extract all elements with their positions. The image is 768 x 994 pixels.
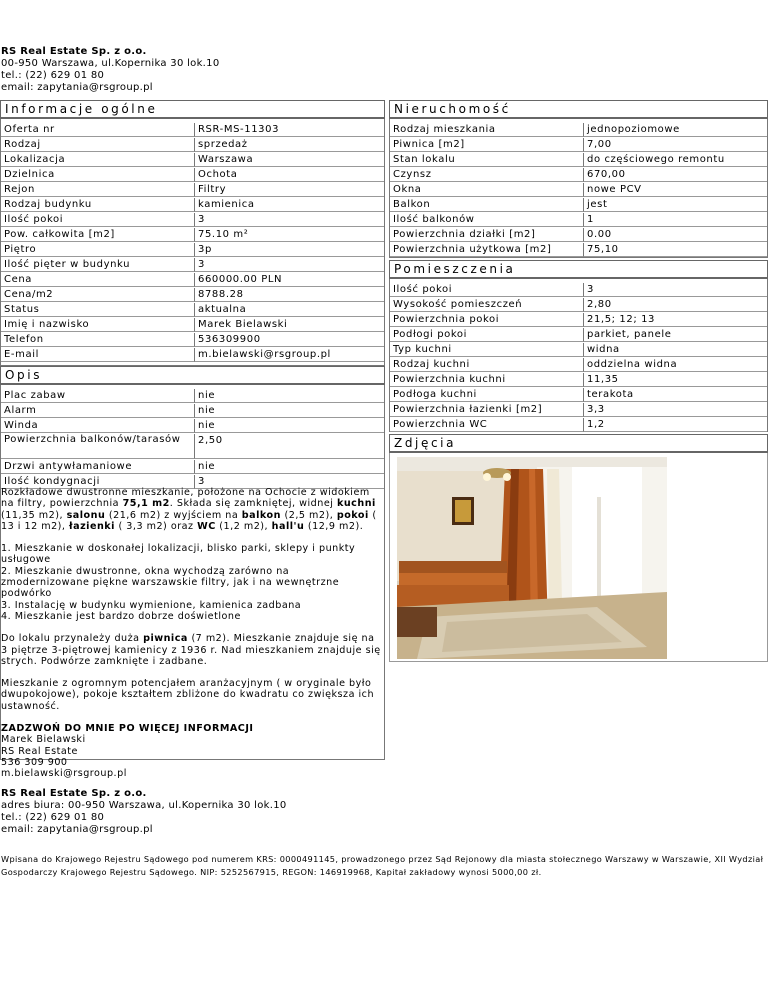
desc-list: 1. Mieszkanie w doskonałej lokalizacji, blisko parki, sklepy i punkty usługowe 2. Mieszkanie dwustronne, okna wychodzą zarówno na zmodernizowane piękne warszawskie filtry, jak i na wewnętrzne podwórko 3. Instalację w budynku wymienione, kamienica zadbana 4. Mieszkanie jest bardzo dobrze doświetlone bbox=[1, 543, 356, 622]
row-value: aktualna bbox=[194, 303, 384, 317]
row-value: Ochota bbox=[194, 168, 384, 182]
row-value: do częściowego remontu bbox=[583, 153, 767, 167]
table-row bbox=[1, 318, 384, 332]
row-label: Stan lokalu bbox=[390, 153, 583, 167]
footer-company-name: RS Real Estate Sp. z o.o. bbox=[1, 788, 147, 799]
table-row bbox=[1, 419, 384, 433]
row-value: 536309900 bbox=[194, 333, 384, 347]
opis-title: Opis bbox=[0, 366, 385, 385]
table-row bbox=[1, 243, 384, 257]
row-value: 8788.28 bbox=[194, 288, 384, 302]
row-label: Piętro bbox=[1, 243, 194, 257]
desc-paragraph-1: Rozkładowe dwustronne mieszkanie, położone na Ochocie z widokiem na filtry, powierzchnia 75,1 m2. Składa się zamkniętej, widnej kuchni (11,35 m2), salonu (21,6 m2) z wyjściem na balkon (2,5 m2), pokoi ( 13 i 12 m2), łazienki ( 3,3 m2) oraz WC (1,2 m2), hall'u (12,9 m2). bbox=[1, 487, 377, 532]
row-value: jest bbox=[583, 198, 767, 212]
row-value: 75.10 m² bbox=[194, 228, 384, 242]
row-label: Drzwi antywłamaniowe bbox=[1, 460, 194, 474]
row-label: Balkon bbox=[390, 198, 583, 212]
row-label: Powierzchnia użytkowa [m2] bbox=[390, 243, 583, 257]
row-value: 3 bbox=[194, 475, 384, 489]
row-label: Typ kuchni bbox=[390, 343, 583, 357]
row-label: Ilość pokoi bbox=[390, 283, 583, 297]
table-row bbox=[390, 373, 767, 387]
row-label: Czynsz bbox=[390, 168, 583, 182]
table-row bbox=[390, 243, 767, 257]
row-value: nie bbox=[194, 404, 384, 418]
table-row bbox=[390, 403, 767, 417]
table-row bbox=[1, 303, 384, 317]
row-label: Powierzchnia łazienki [m2] bbox=[390, 403, 583, 417]
desc-contact: ZADZWOŃ DO MNIE PO WIĘCEJ INFORMACJI Marek Bielawski RS Real Estate 536 309 900 m.bielawski@rsgroup.pl bbox=[1, 723, 254, 780]
company-address: 00-950 Warszawa, ul.Kopernika 30 lok.10 bbox=[1, 58, 220, 69]
row-label: Ilość pokoi bbox=[1, 213, 194, 227]
row-value: 670,00 bbox=[583, 168, 767, 182]
row-label: Cena bbox=[1, 273, 194, 287]
row-value: 3p bbox=[194, 243, 384, 257]
row-label: Telefon bbox=[1, 333, 194, 347]
row-value: nowe PCV bbox=[583, 183, 767, 197]
table-row bbox=[1, 434, 384, 459]
row-value: RSR-MS-11303 bbox=[194, 123, 384, 137]
table-row bbox=[390, 198, 767, 212]
row-label: Pow. całkowita [m2] bbox=[1, 228, 194, 242]
row-label: Dzielnica bbox=[1, 168, 194, 182]
row-label: Ilość kondygnacji bbox=[1, 475, 194, 489]
row-value: 7,00 bbox=[583, 138, 767, 152]
table-row bbox=[1, 183, 384, 197]
row-label: Podłogi pokoi bbox=[390, 328, 583, 342]
row-value: 3 bbox=[194, 213, 384, 227]
row-label: Powierzchnia działki [m2] bbox=[390, 228, 583, 242]
row-value: 75,10 bbox=[583, 243, 767, 257]
row-value: Marek Bielawski bbox=[194, 318, 384, 332]
table-row bbox=[1, 138, 384, 152]
row-label: Winda bbox=[1, 419, 194, 433]
row-label: Lokalizacja bbox=[1, 153, 194, 167]
desc-paragraph-3: Do lokalu przynależy duża piwnica (7 m2). Mieszkanie znajduje się na 3 piętrze 3-piętrowej kamienicy z 1936 r. Nad mieszkaniem znajduje się strych. Podwórze zamknięte i zadbane. bbox=[1, 633, 381, 667]
row-value: 0.00 bbox=[583, 228, 767, 242]
footer-email: email: zapytania@rsgroup.pl bbox=[1, 824, 153, 835]
table-row bbox=[390, 213, 767, 227]
row-value: 3 bbox=[583, 283, 767, 297]
table-row bbox=[1, 168, 384, 182]
table-row bbox=[1, 198, 384, 212]
row-label: Cena/m2 bbox=[1, 288, 194, 302]
table-row bbox=[1, 228, 384, 242]
table-row bbox=[1, 213, 384, 227]
row-value: Warszawa bbox=[194, 153, 384, 167]
table-row bbox=[390, 328, 767, 342]
table-row bbox=[1, 348, 384, 362]
table-row bbox=[390, 283, 767, 297]
table-row bbox=[390, 138, 767, 152]
row-label: Piwnica [m2] bbox=[390, 138, 583, 152]
row-label: Okna bbox=[390, 183, 583, 197]
table-row bbox=[390, 418, 767, 432]
row-value: 660000.00 PLN bbox=[194, 273, 384, 287]
nier-title: Nieruchomość bbox=[389, 100, 768, 119]
info-title: Informacje ogólne bbox=[0, 100, 385, 119]
company-name: RS Real Estate Sp. z o.o. bbox=[1, 46, 147, 57]
row-label: Rodzaj kuchni bbox=[390, 358, 583, 372]
table-row bbox=[390, 343, 767, 357]
row-label: Wysokość pomieszczeń bbox=[390, 298, 583, 312]
row-value: 3 bbox=[194, 258, 384, 272]
company-email: email: zapytania@rsgroup.pl bbox=[1, 82, 153, 93]
row-label: Oferta nr bbox=[1, 123, 194, 137]
row-value: sprzedaż bbox=[194, 138, 384, 152]
row-value: jednopoziomowe bbox=[583, 123, 767, 137]
row-value: terakota bbox=[583, 388, 767, 402]
table-row bbox=[1, 258, 384, 272]
row-value: m.bielawski@rsgroup.pl bbox=[194, 348, 384, 362]
row-label: Rodzaj bbox=[1, 138, 194, 152]
row-value: oddzielna widna bbox=[583, 358, 767, 372]
row-value: 21,5; 12; 13 bbox=[583, 313, 767, 327]
desc-paragraph-4: Mieszkanie z ogromnym potencjałem aranżacyjnym ( w oryginale było dwupokojowe), pokoje kształtem zbliżone do kwadratu co zwiększa ich ustawność. bbox=[1, 678, 375, 712]
row-label: Rodzaj mieszkania bbox=[390, 123, 583, 137]
company-phone: tel.: (22) 629 01 80 bbox=[1, 70, 105, 81]
table-row bbox=[1, 404, 384, 418]
table-row bbox=[1, 123, 384, 137]
row-value: kamienica bbox=[194, 198, 384, 212]
table-row bbox=[390, 298, 767, 312]
row-value: 1,2 bbox=[583, 418, 767, 432]
table-row bbox=[1, 153, 384, 167]
table-row bbox=[390, 168, 767, 182]
row-value: nie bbox=[194, 389, 384, 403]
row-value: 3,3 bbox=[583, 403, 767, 417]
row-label: Ilość pięter w budynku bbox=[1, 258, 194, 272]
row-label: Rodzaj budynku bbox=[1, 198, 194, 212]
row-value: 11,35 bbox=[583, 373, 767, 387]
table-row bbox=[390, 123, 767, 137]
table-row bbox=[1, 333, 384, 347]
row-value: 2,80 bbox=[583, 298, 767, 312]
zdjecia-title: Zdjęcia bbox=[389, 434, 768, 453]
row-label: Rejon bbox=[1, 183, 194, 197]
row-label: Powierzchnia kuchni bbox=[390, 373, 583, 387]
table-row bbox=[390, 388, 767, 402]
row-value: 2,50 bbox=[194, 434, 384, 459]
row-value: widna bbox=[583, 343, 767, 357]
table-row bbox=[390, 313, 767, 327]
table-row bbox=[390, 228, 767, 242]
table-row bbox=[390, 153, 767, 167]
row-value: parkiet, panele bbox=[583, 328, 767, 342]
table-row bbox=[1, 288, 384, 302]
row-value: nie bbox=[194, 460, 384, 474]
row-label: Podłoga kuchni bbox=[390, 388, 583, 402]
row-label: E-mail bbox=[1, 348, 194, 362]
table-row bbox=[1, 389, 384, 403]
table-row bbox=[390, 183, 767, 197]
description bbox=[1, 487, 381, 791]
row-value: 1 bbox=[583, 213, 767, 227]
table-row bbox=[390, 358, 767, 372]
row-label: Powierzchnia balkonów/tarasów bbox=[1, 434, 194, 459]
row-label: Powierzchnia WC bbox=[390, 418, 583, 432]
row-value: nie bbox=[194, 419, 384, 433]
row-label: Powierzchnia pokoi bbox=[390, 313, 583, 327]
apartment-photo[interactable] bbox=[397, 457, 667, 659]
row-label: Ilość balkonów bbox=[390, 213, 583, 227]
pom-title: Pomieszczenia bbox=[389, 260, 768, 279]
row-label: Imię i nazwisko bbox=[1, 318, 194, 332]
table-row bbox=[1, 460, 384, 474]
footer-address: adres biura: 00-950 Warszawa, ul.Kopernika 30 lok.10 bbox=[1, 800, 287, 811]
legal-notice: Wpisana do Krajowego Rejestru Sądowego pod numerem KRS: 0000491145, prowadzonego przez Sąd Rejonowy dla miasta stołecznego Warszawy w Warszawie, XII Wydział Gospodarczy Krajowego Rejestru Sądowego. NIP: 5252567915, REGON: 146919968, Kapitał zakładowy wynosi 5000,00 zł. bbox=[1, 854, 764, 877]
table-row bbox=[1, 273, 384, 287]
row-label: Alarm bbox=[1, 404, 194, 418]
row-value: Filtry bbox=[194, 183, 384, 197]
row-label: Status bbox=[1, 303, 194, 317]
footer-phone: tel.: (22) 629 01 80 bbox=[1, 812, 105, 823]
row-label: Plac zabaw bbox=[1, 389, 194, 403]
